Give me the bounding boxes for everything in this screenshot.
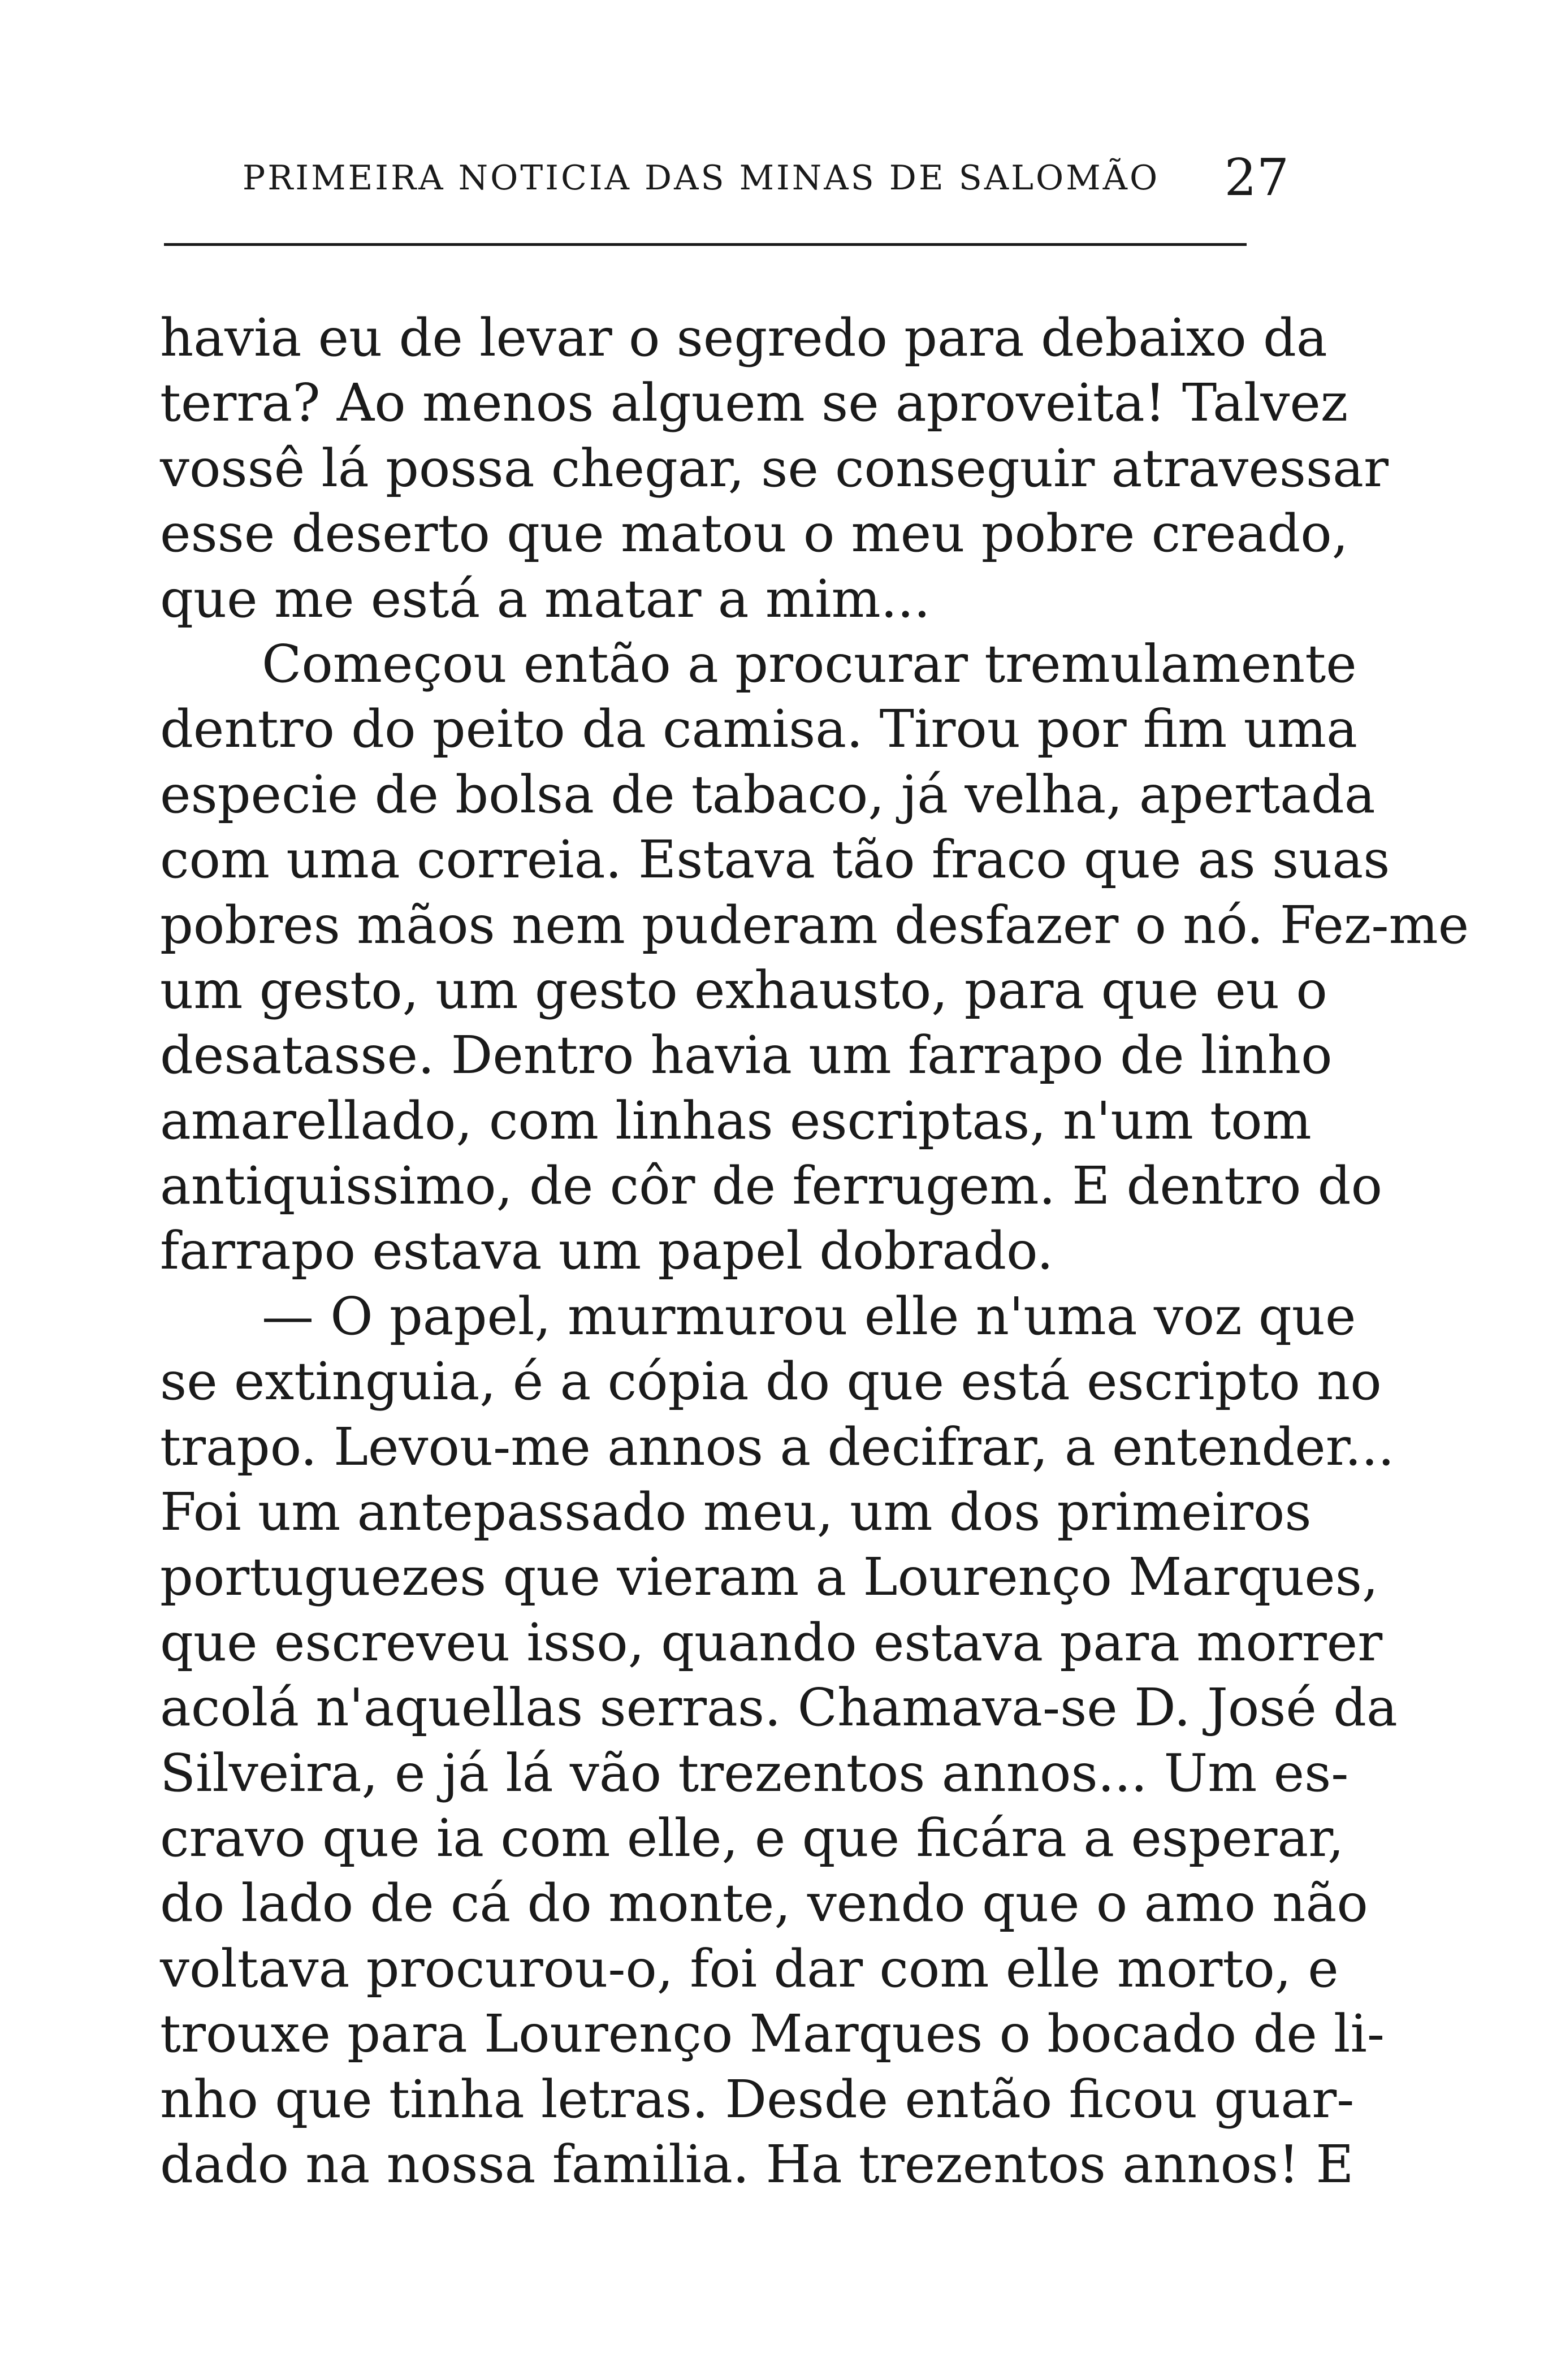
page-number: 27 — [1224, 148, 1289, 207]
text-line: dado na nossa familia. Ha trezentos annos! E — [160, 2134, 1354, 2195]
text-line: vossê lá possa chegar, se conseguir atravessar — [160, 438, 1389, 499]
text-line: Silveira, e já lá vão trezentos annos... Um es- — [160, 1742, 1349, 1803]
text-line: desatasse. Dentro havia um farrapo de linho — [160, 1025, 1333, 1086]
text-line: trapo. Levou-me annos a decifrar, a entender... — [160, 1416, 1395, 1477]
text-line: com uma correia. Estava tão fraco que as suas — [160, 829, 1390, 890]
text-line: esse deserto que matou o meu pobre creado, — [160, 503, 1348, 564]
body-text — [160, 305, 1469, 2197]
text-line: nho que tinha letras. Desde então ficou guar- — [160, 2069, 1355, 2130]
text-line: Foi um antepassado meu, um dos primeiros — [160, 1482, 1312, 1543]
text-line: havia eu de levar o segredo para debaixo da — [160, 308, 1327, 368]
text-line: dentro do peito da camisa. Tirou por fim uma — [160, 699, 1357, 760]
header-rule — [164, 243, 1247, 246]
text-line: acolá n'aquellas serras. Chamava-se D. José da — [160, 1677, 1398, 1738]
text-line: cravo que ia com elle, e que ficára a esperar, — [160, 1807, 1344, 1868]
text-line: terra? Ao menos alguem se aproveita! Talvez — [160, 373, 1348, 434]
text-line: amarellado, com linhas escriptas, n'um tom — [160, 1090, 1312, 1151]
text-line: se extinguia, é a cópia do que está escripto no — [160, 1351, 1382, 1412]
text-line: especie de bolsa de tabaco, já velha, apertada — [160, 764, 1376, 825]
text-line: Começou então a procurar tremulamente — [262, 633, 1357, 694]
text-line: pobres mãos nem puderam desfazer o nó. Fez-me — [160, 894, 1469, 955]
text-line: portuguezes que vieram a Lourenço Marques, — [160, 1547, 1379, 1608]
text-line: um gesto, um gesto exhausto, para que eu o — [160, 959, 1327, 1020]
text-line: antiquissimo, de côr de ferrugem. E dentro do — [160, 1156, 1382, 1217]
text-line: trouxe para Lourenço Marques o bocado de li- — [160, 2003, 1385, 2065]
text-line: farrapo estava um papel dobrado. — [160, 1221, 1054, 1282]
text-line: — O papel, murmurou elle n'uma voz que — [262, 1286, 1356, 1347]
text-line: do lado de cá do monte, vendo que o amo não — [160, 1873, 1368, 1934]
text-line: que escreveu isso, quando estava para morrer — [160, 1612, 1383, 1673]
running-title: PRIMEIRA NOTICIA DAS MINAS DE SALOMÃO — [242, 158, 1160, 198]
text-line: voltava procurou-o, foi dar com elle morto, e — [160, 1938, 1339, 1999]
text-line: que me está a matar a mim... — [160, 568, 931, 629]
